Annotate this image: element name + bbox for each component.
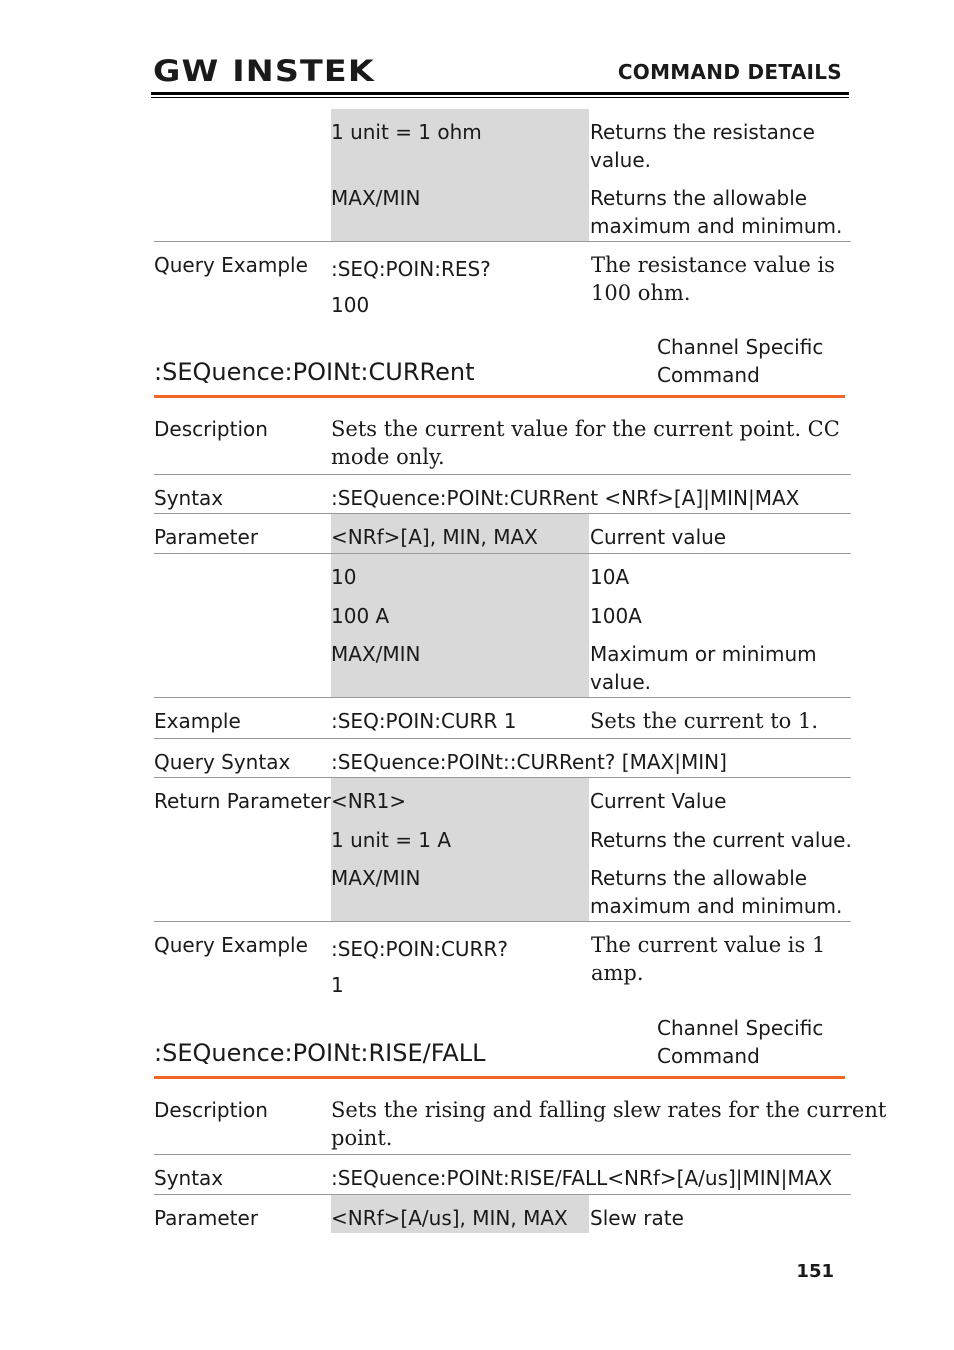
desc-cell: Returns the allowable maximum and minimum. (590, 186, 843, 238)
section-header: COMMAND DETAILS (617, 60, 842, 84)
code-cell: :SEQ:POIN:CURR 1 (331, 709, 517, 733)
row-divider (154, 921, 851, 922)
desc-cell: Returns the resistance value. (590, 120, 815, 172)
code-cell: :SEQ:POIN:CURR? 1 (331, 937, 508, 997)
row-label: Description (154, 1098, 268, 1122)
header-rule-thin (151, 97, 849, 98)
channel-specific-label: Channel Specific Command (657, 1016, 824, 1068)
param-cell: 1 unit = 1 ohm (331, 120, 482, 144)
description-text: Sets the current value for the current point. CC mode only. (331, 417, 840, 469)
row-label: Return Parameter (154, 789, 331, 813)
channel-specific-label: Channel Specific Command (657, 335, 824, 387)
desc-cell: The resistance value is 100 ohm. (591, 253, 835, 305)
desc-cell: Slew rate (590, 1206, 684, 1230)
syntax-text: :SEQuence:POINt:RISE/FALL<NRf>[A/us]|MIN|MAX (331, 1166, 833, 1190)
command-title: :SEQuence:POINt:RISE/FALL (154, 1039, 486, 1067)
row-label: Syntax (154, 486, 224, 510)
syntax-text: :SEQuence:POINt:CURRent <NRf>[A]|MIN|MAX (331, 486, 800, 510)
desc-cell: 10A (590, 565, 630, 589)
description-text: Sets the rising and falling slew rates for the current point. (331, 1098, 887, 1150)
command-title: :SEQuence:POINt:CURRent (154, 358, 475, 386)
row-label: Example (154, 709, 241, 733)
row-label: Syntax (154, 1166, 224, 1190)
row-label: Parameter (154, 525, 259, 549)
desc-cell: 100A (590, 604, 642, 628)
code-cell: :SEQ:POIN:RES? 100 (331, 257, 491, 317)
row-divider (154, 474, 851, 475)
row-divider (154, 1154, 851, 1155)
param-cell: MAX/MIN (331, 642, 421, 666)
page-number: 151 (796, 1261, 834, 1282)
param-cell: 100 A (331, 604, 390, 628)
param-cell: 10 (331, 565, 357, 589)
param-cell: MAX/MIN (331, 866, 421, 890)
row-label: Query Example (154, 253, 308, 277)
param-cell: <NRf>[A/us], MIN, MAX (331, 1206, 568, 1230)
row-divider (154, 738, 851, 739)
row-label: Query Example (154, 933, 308, 957)
row-divider (154, 697, 851, 698)
row-divider (154, 241, 851, 242)
row-divider (154, 553, 851, 554)
row-label: Parameter (154, 1206, 259, 1230)
desc-cell: Sets the current to 1. (590, 709, 818, 733)
row-label: Query Syntax (154, 750, 291, 774)
row-label: Description (154, 417, 268, 441)
param-cell: MAX/MIN (331, 186, 421, 210)
desc-cell: Current value (590, 525, 727, 549)
gw-instek-logo: GW INSTEK (153, 54, 375, 88)
header-rule (151, 92, 849, 95)
param-cell: <NRf>[A], MIN, MAX (331, 525, 538, 549)
desc-cell: Returns the allowable maximum and minimum. (590, 866, 843, 918)
title-underline (154, 1076, 845, 1079)
desc-cell: Current Value (590, 789, 727, 813)
syntax-text: :SEQuence:POINt::CURRent? [MAX|MIN] (331, 750, 727, 774)
param-cell: 1 unit = 1 A (331, 828, 452, 852)
title-underline (154, 395, 845, 398)
desc-cell: Returns the current value. (590, 828, 852, 852)
desc-cell: The current value is 1 amp. (591, 933, 826, 985)
desc-cell: Maximum or minimum value. (590, 642, 817, 694)
param-cell: <NR1> (331, 789, 407, 813)
